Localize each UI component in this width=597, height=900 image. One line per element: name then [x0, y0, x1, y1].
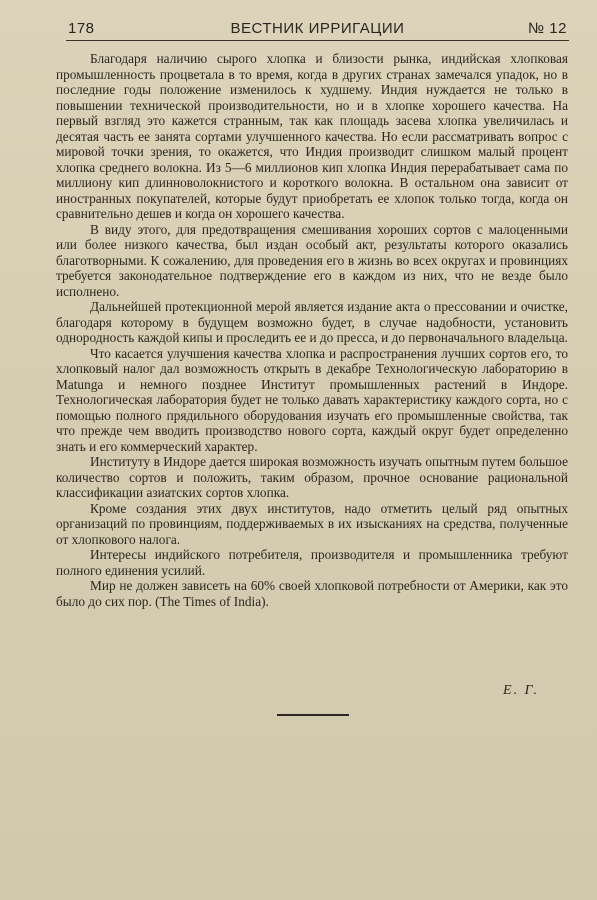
issue-number: № 12 [528, 20, 567, 37]
journal-title: ВЕСТНИК ИРРИГАЦИИ [230, 20, 405, 37]
paragraph: Мир не должен зависеть на 60% своей хлопковой потребности от Америки, как это было до сих пор. (The Times of India). [56, 578, 568, 609]
paragraph: Кроме создания этих двух институтов, надо отметить целый ряд опытных организаций по провинциям, поддерживаемых в их изысканиях на средства, полученные от хлопкового налога. [56, 500, 568, 547]
page-number: 178 [68, 20, 95, 37]
paragraph: Институту в Индоре дается широкая возможность изучать опытным путем большое количество сортов и положить, таким образом, прочное основание рациональной классификации азиатских сортов хлопка. [56, 454, 568, 500]
paragraph: Интересы индийского потребителя, производителя и промышленника требуют полного единения усилий. [56, 547, 568, 578]
author-signature: Е. Г. [503, 683, 539, 698]
paragraph: Благодаря наличию сырого хлопка и близости рынка, индийская хлопковая промышленность процветала в то время, когда в других странах замечался упадок, но в последние годы положение изменилось к худшему. Индия нуждается не только в повышении технической производительности, но и в хлопке хорошего качества. На первый взгляд это кажется странным, так как площадь засева хлопка увеличилась и десятая часть ее занята сортами улучшенного качества. Но если рассматривать вопрос с мировой точки зрения, то окажется, что Индия производит слишком малый процент хлопка среднего волокна. Из 5—6 миллионов кип хлопка Индия перерабатывает сама по миллиону кип длинноволокнистого и короткого волокна. В остальном она зависит от иностранных покупателей, которые будут приобретать ее хлопок только тогда, когда он сравнительно дешев и когда он хорошего качества. [56, 51, 568, 221]
paragraph: В виду этого, для предотвращения смешивания хороших сортов с малоценными или более низкого качества, был издан особый акт, результаты которого оказались благотворными. К сожалению, для проведения его в жизнь во всех округах и провинциях требуется законодательное подтверждение его в каждом из них, что не везде было исполнено. [56, 221, 568, 299]
closing-rule [277, 714, 349, 716]
article-body [56, 51, 568, 609]
paragraph: Дальнейшей протекционной мерой является издание акта о прессовании и очистке, благодаря которому в будущем возможно будет, в случае надобности, установить однородность каждой кипы и проследить ее и до пресса, и до первоначального владельца. [56, 299, 568, 345]
paragraph: Что касается улучшения качества хлопка и распространения лучших сортов его, то хлопковый налог дал возможность открыть в декабре Технологическую лабораторию в Matunga и немного позднее Институт промышленных растений в Индоре. Технологическая лаборатория будет не только давать характеристику каждого сорта, но с помощью полного прядильного оборудования изучать его промышленные свойства, так что прежде чем вводить производство нового сорта, каждый округ будет определенно знать и его коммерческий характер. [56, 345, 568, 454]
page-header [66, 18, 569, 41]
